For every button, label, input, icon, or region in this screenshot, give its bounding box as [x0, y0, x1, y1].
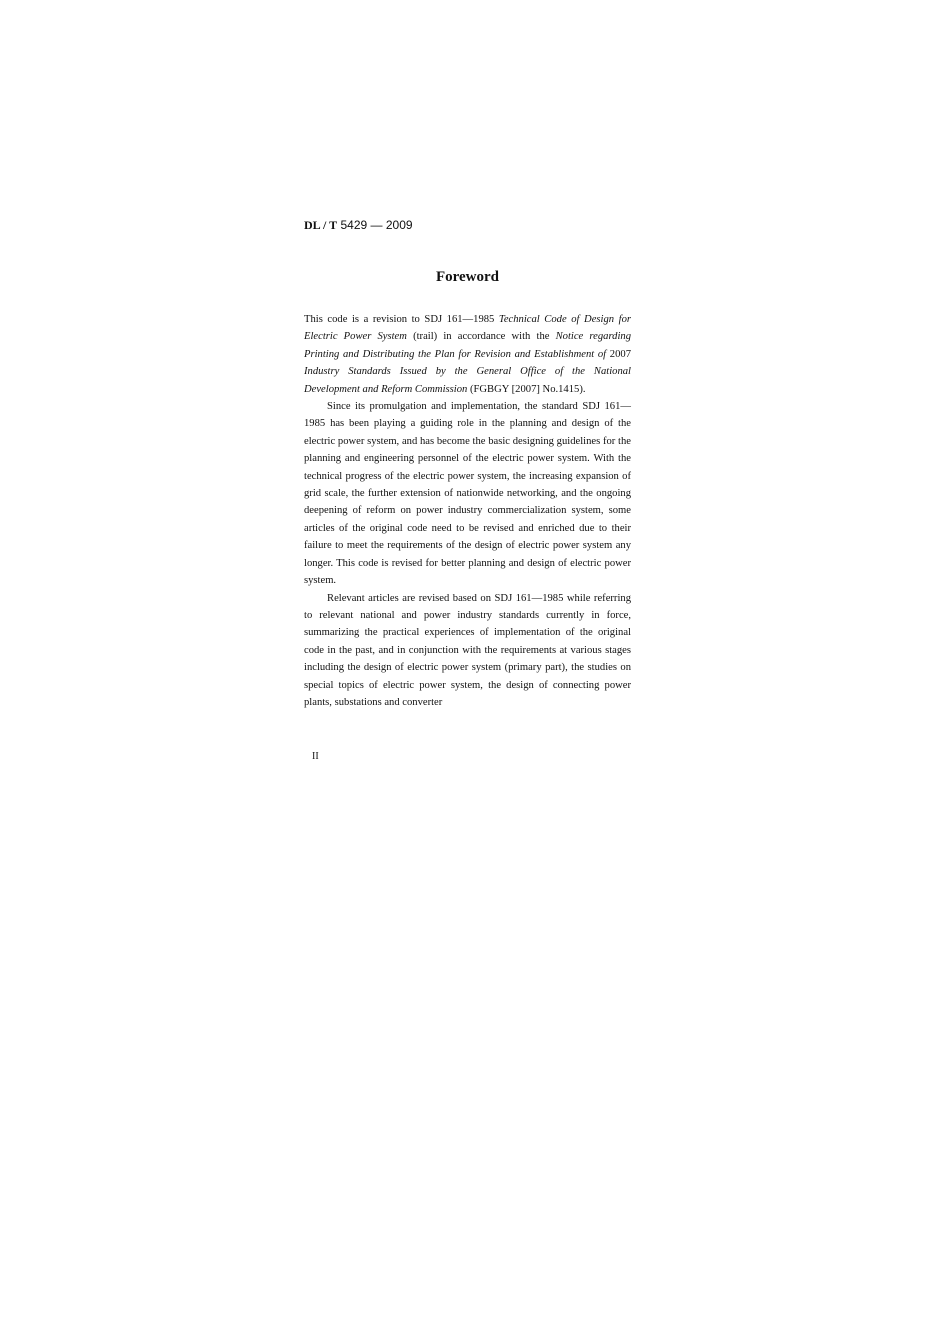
paragraph-1-segment-3: (trail) in accordance with the	[406, 331, 556, 343]
standard-code-number: 5429 — 2009	[340, 218, 413, 232]
paragraph-3: Relevant articles are revised based on SDJ 161—1985 while referring to relevant national and power industry standards currently in force, summarizing the practical experiences of implementation of the original code in the past, and in conjunction with the requirements at various stages including the design of electric power system (primary part), the studies on special topics of electric power system, the design of connecting power plants, substations and converter	[304, 592, 631, 708]
page-number: II	[312, 751, 319, 762]
page-title: Foreword	[435, 269, 500, 285]
standard-code-prefix: DL / T	[304, 218, 338, 232]
paragraph-1-segment-4: Notice regarding Printing and Distributing the Plan for Revision and Establishment of	[304, 331, 632, 360]
paragraph-2: Since its promulgation and implementation, the standard SDJ 161—1985 has been playing a guiding role in the planning and design of the electric power system, and has become the basic designing guidelines for the planning and engineering personnel of the electric power system. With the technical progress of the electric power system, the increasing expansion of grid scale, the further extension of nationwide networking, and the ongoing deepening of reform on power industry commercialization system, some articles of the original code need to be revised and enriched due to their failure to meet the requirements of the design of electric power system any longer. This code is revised for better planning and design of electric power system.	[304, 401, 631, 587]
paragraph-1-segment-1: This code is a revision to SDJ 161—1985	[304, 314, 499, 325]
running-header	[304, 218, 413, 232]
paragraph-1-segment-5: 2007	[606, 348, 631, 360]
paragraph-1-segment-7: (FGBGY [2007] No.1415).	[467, 383, 586, 395]
foreword-body	[304, 311, 631, 711]
paragraph-1	[304, 311, 631, 398]
paragraph-1-segment-6: Industry Standards Issued by the General Office of the National Development and Reform Commission	[304, 366, 631, 395]
paragraph-1-segment-2: Technical Code of Design for Electric Power System	[304, 314, 632, 343]
